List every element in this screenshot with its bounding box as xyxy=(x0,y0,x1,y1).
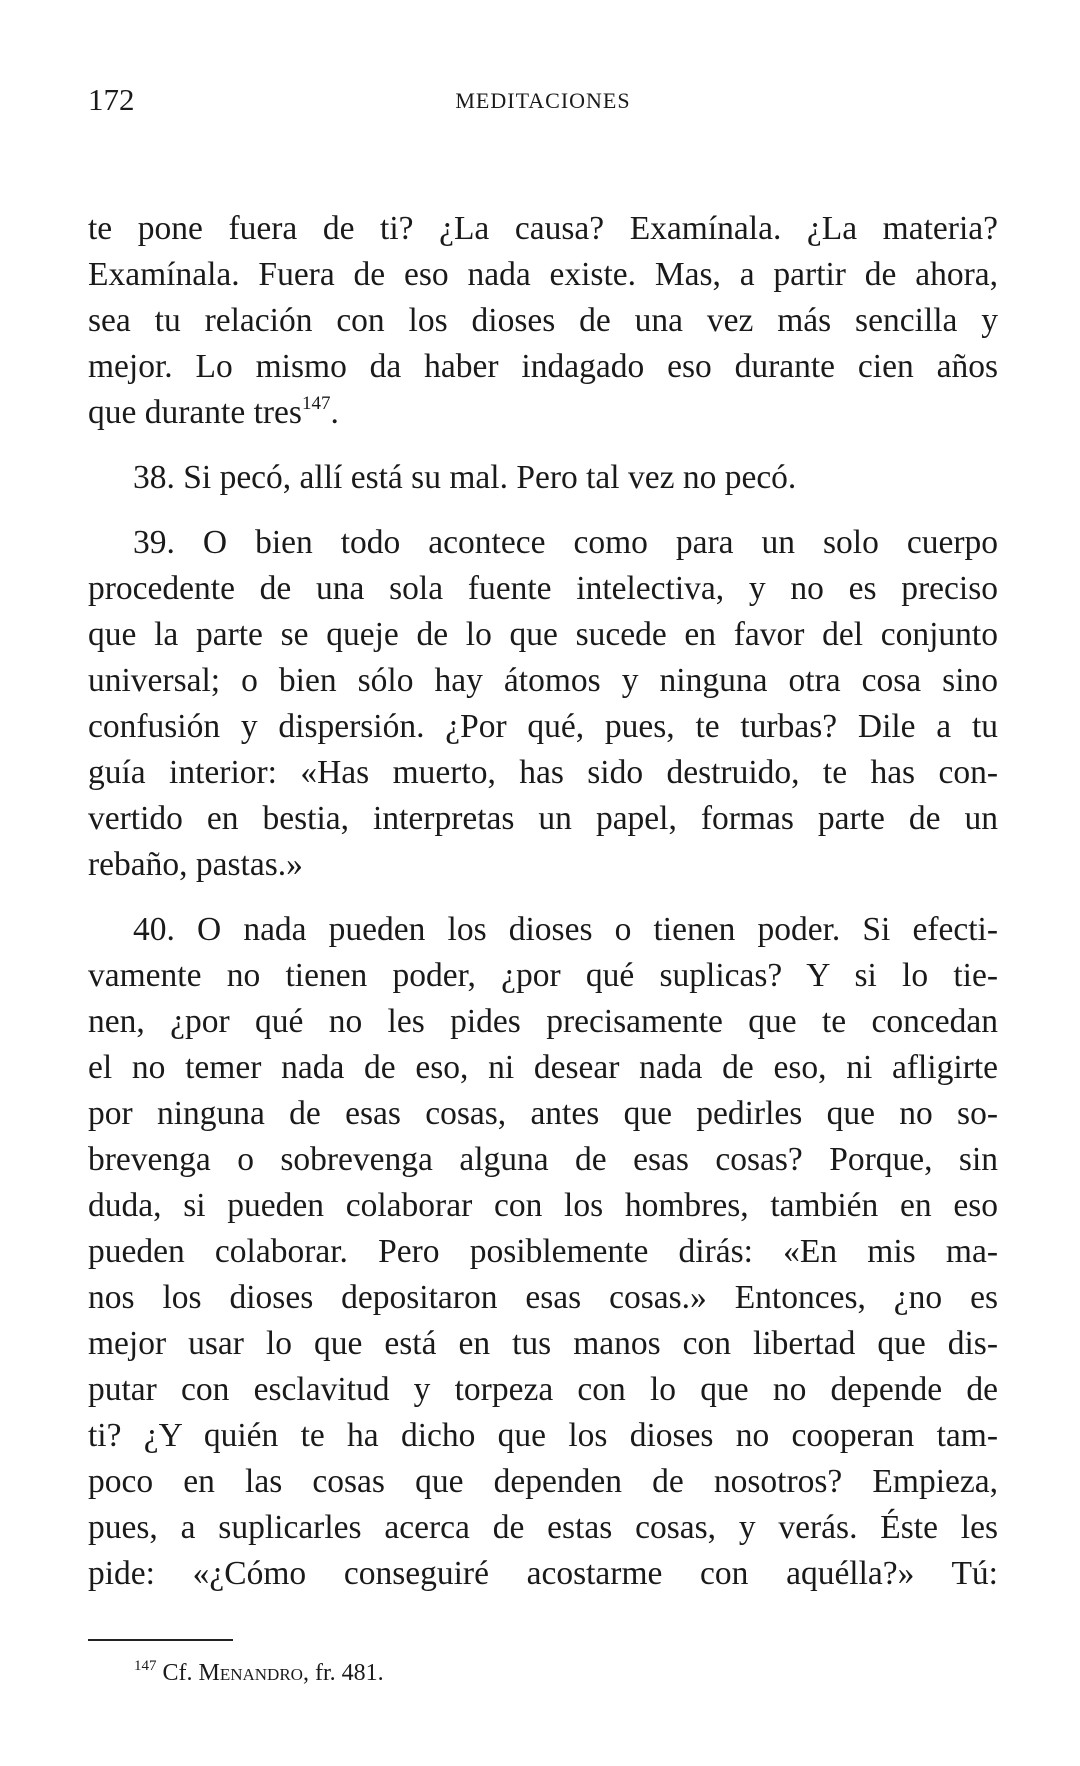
text-line: 39. O bien todo acontece como para un solo cuerpo xyxy=(133,524,998,561)
page-number: 172 xyxy=(88,82,135,117)
text-line: universal; o bien sólo hay átomos y ninguna otra cosa sino xyxy=(88,662,998,699)
text-line: brevenga o sobrevenga alguna de esas cosas? Porque, sin xyxy=(88,1141,998,1178)
text-line: el no temer nada de eso, ni desear nada de eso, ni afligirte xyxy=(88,1049,998,1086)
text-line: duda, si pueden colaborar con los hombres, también en eso xyxy=(88,1187,998,1224)
text-line: poco en las cosas que dependen de nosotros? Empieza, xyxy=(88,1463,998,1500)
footnote xyxy=(134,1660,384,1687)
footnote-suffix: , fr. 481. xyxy=(302,1660,384,1686)
footnote-divider xyxy=(88,1639,233,1641)
text-line: que la parte se queje de lo que sucede en favor del conjunto xyxy=(88,616,998,653)
text-line: pueden colaborar. Pero posiblemente dirás: «En mis ma- xyxy=(88,1233,998,1270)
paragraph-38 xyxy=(88,455,998,501)
text-line: Examínala. Fuera de eso nada existe. Mas, a partir de ahora, xyxy=(88,256,998,293)
text-line: procedente de una sola fuente intelectiva, y no es preciso xyxy=(88,570,998,607)
paragraph-40 xyxy=(88,907,998,1597)
text-line: mejor. Lo mismo da haber indagado eso durante cien años xyxy=(88,348,998,385)
text-fragment: que durante tres xyxy=(88,394,302,431)
text-fragment: . xyxy=(330,394,339,431)
text-line: rebaño, pastas.» xyxy=(88,846,303,883)
text-line: 38. Si pecó, allí está su mal. Pero tal vez no pecó. xyxy=(133,459,797,496)
footnote-author: Menandro xyxy=(198,1660,303,1686)
text-line: te pone fuera de ti? ¿La causa? Examínala. ¿La materia? xyxy=(88,210,998,247)
footnote-number: 147 xyxy=(134,1658,157,1674)
text-line: nos los dioses depositaron esas cosas.» Entonces, ¿no es xyxy=(88,1279,998,1316)
paragraph-continuation xyxy=(88,206,998,436)
text-line: vamente no tienen poder, ¿por qué suplicas? Y si lo tie- xyxy=(88,957,998,994)
footnote-prefix: Cf. xyxy=(162,1660,193,1686)
text-line: mejor usar lo que está en tus manos con libertad que dis- xyxy=(88,1325,998,1362)
footnote-reference[interactable]: 147 xyxy=(301,393,331,414)
text-line: por ninguna de esas cosas, antes que pedirles que no so- xyxy=(88,1095,998,1132)
text-line: vertido en bestia, interpretas un papel, formas parte de un xyxy=(88,800,998,837)
text-line: putar con esclavitud y torpeza con lo que no depende de xyxy=(88,1371,998,1408)
text-line: ti? ¿Y quién te ha dicho que los dioses no cooperan tam- xyxy=(88,1417,998,1454)
text-line xyxy=(88,390,998,436)
text-line: guía interior: «Has muerto, has sido destruido, te has con- xyxy=(88,754,998,791)
page-header xyxy=(88,82,998,122)
text-line: pide: «¿Cómo conseguiré acostarme con aquélla?» Tú: xyxy=(88,1555,998,1592)
text-line: pues, a suplicarles acerca de estas cosas, y verás. Éste les xyxy=(88,1509,998,1546)
text-line: confusión y dispersión. ¿Por qué, pues, te turbas? Dile a tu xyxy=(88,708,998,745)
page-body xyxy=(88,206,998,1616)
text-line: nen, ¿por qué no les pides precisamente que te concedan xyxy=(88,1003,998,1040)
text-line: 40. O nada pueden los dioses o tienen poder. Si efecti- xyxy=(133,911,998,948)
running-title: MEDITACIONES xyxy=(455,88,631,113)
text-line: sea tu relación con los dioses de una vez más sencilla y xyxy=(88,302,998,339)
paragraph-39 xyxy=(88,520,998,888)
